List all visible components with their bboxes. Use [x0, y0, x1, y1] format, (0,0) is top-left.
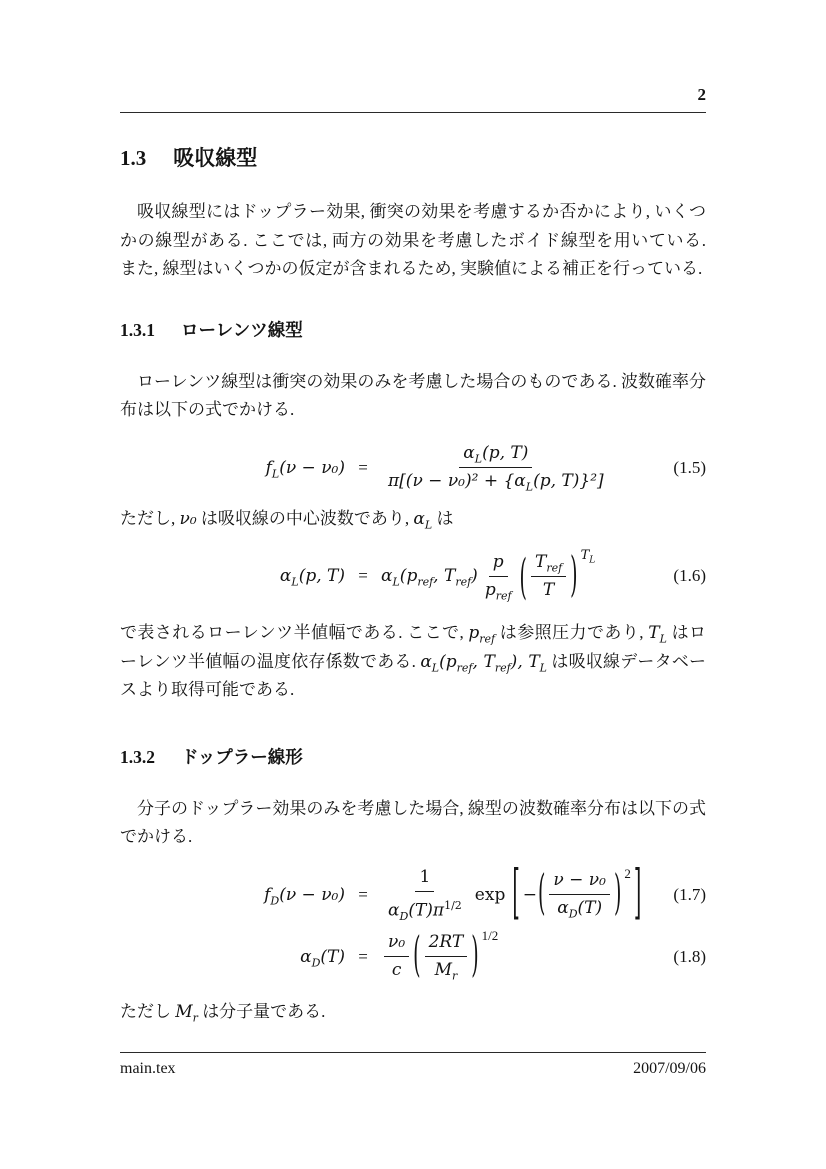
eq18-exponent: 1/2 [481, 927, 499, 943]
intro-paragraph: 吸収線型にはドップラー効果, 衝突の効果を考慮するか否かにより, いくつかの線型がある. ここでは, 両方の効果を考慮したボイド線型を用いている. また, 線型はいくつかの仮定が含まれるため, 実験値による補正を行っている. [120, 202, 706, 278]
eq16-exponent: $T_L$ [580, 548, 596, 566]
molecular-weight-note: ただし $M_r$ は分子量である. [120, 1001, 326, 1024]
equation-1-6 [120, 547, 706, 605]
lorentz-halfwidth-paragraph: で表されるローレンツ半値幅である. ここで, $p_{ref}$ は参照圧力であり, $T_L$ はローレンツ半値幅の温度依存係数である. $\alpha_L(p_{ref}$, $T_{ref}$), $T_L$ は吸収線データベースより取得可能である. [120, 623, 707, 699]
eq17-minus: − [522, 884, 537, 905]
eq17-open-paren: ( [538, 865, 546, 921]
eq17-prefactor-fraction: $\frac{1}{\alpha_D(T)\pi^{1/2}}$ [388, 867, 462, 924]
eq16-rhs [381, 547, 706, 605]
eq16-open-paren: ( [519, 549, 527, 605]
section-number: 1.3 [120, 146, 147, 170]
eq15-note-paragraph: ただし, ν₀ は吸収線の中心波数であり, $\alpha_L$ は [120, 508, 454, 531]
eq17-close-paren: ) [613, 865, 622, 921]
section-title: 吸収線型 [173, 147, 258, 170]
lorentz-intro-paragraph: ローレンツ線型は衝突の効果のみを考慮した場合のものである. 波数確率分布は以下の式でかける. [120, 371, 706, 419]
eq15-equals: = [358, 457, 368, 477]
eq16-lhs: $\alpha_L(p$, T) [279, 566, 345, 589]
eq17-number: (1.7) [673, 884, 706, 904]
eq18-number: (1.8) [673, 946, 706, 966]
eq15-lhs: $f_L(\nu - \nu_0)$ [265, 457, 345, 480]
eq17-lhs: $f_D(\nu - \nu_0)$ [264, 884, 345, 907]
eq18-rhs [381, 927, 706, 983]
equation-1-8 [120, 928, 706, 986]
page-content [120, 0, 706, 1026]
eq18-lhs: $\alpha_D(T)$ [300, 946, 345, 969]
eq15-rhs [381, 442, 706, 493]
eq16-equals: = [358, 566, 368, 585]
eq16-pressure-fraction: $\frac{p}{p_{ref}}$ [484, 551, 512, 602]
page-footer [120, 1052, 706, 1078]
subsection-1-title: ローレンツ線型 [181, 319, 303, 340]
page-number: 2 [697, 85, 706, 104]
eq15-number: (1.5) [673, 457, 706, 477]
eq17-close-bracket: ] [633, 858, 642, 928]
subsection-1-heading [120, 318, 706, 342]
subsection-2-number: 1.3.2 [120, 746, 155, 767]
subsection-1-number: 1.3.1 [120, 319, 155, 340]
eq18-equals: = [358, 946, 368, 966]
subsection-2-title: ドップラー線形 [181, 746, 303, 767]
eq17-inner-fraction: $\frac{\text{ν − ν₀}}{\alpha_D(T)}$ [549, 869, 610, 920]
eq17-exp: exp [474, 884, 506, 905]
eq15-fraction: $\frac{\alpha_L(p, T)}{\pi[(\nu - \nu_0)^2 + \{\alpha_L(p, T)\}^2]}$ [388, 443, 604, 494]
footer-filename: main.tex [120, 1060, 176, 1077]
page-header [120, 0, 706, 113]
equation-1-5 [120, 439, 706, 497]
eq18-nu-fraction: $\frac{\text{ν₀}}{c}$ [384, 931, 409, 982]
eq16-number: (1.6) [673, 566, 706, 585]
footer-date: 2007/09/06 [633, 1060, 706, 1077]
eq17-open-bracket: [ [512, 858, 520, 928]
subsection-2-heading [120, 745, 706, 769]
eq16-coefficient: $\alpha_L(p_{ref}$, $T_{ref}$) [381, 566, 478, 589]
section-heading [120, 145, 706, 172]
eq17-rhs [381, 858, 706, 928]
eq18-open-paren: ( [413, 927, 421, 983]
eq16-close-paren: ) [570, 547, 578, 603]
eq18-close-paren: ) [471, 927, 479, 983]
eq17-equals: = [358, 884, 368, 904]
doppler-intro-paragraph: 分子のドップラー効果のみを考慮した場合, 線型の波数確率分布は以下の式でかける. [120, 798, 706, 846]
equation-1-7 [120, 858, 706, 928]
eq18-rt-fraction: $\frac{2RT}{M_r}$ [425, 931, 468, 982]
eq16-temperature-fraction: $\frac{T_{ref}}{T}$ [531, 551, 566, 602]
eq17-square-exponent: 2 [624, 865, 631, 881]
